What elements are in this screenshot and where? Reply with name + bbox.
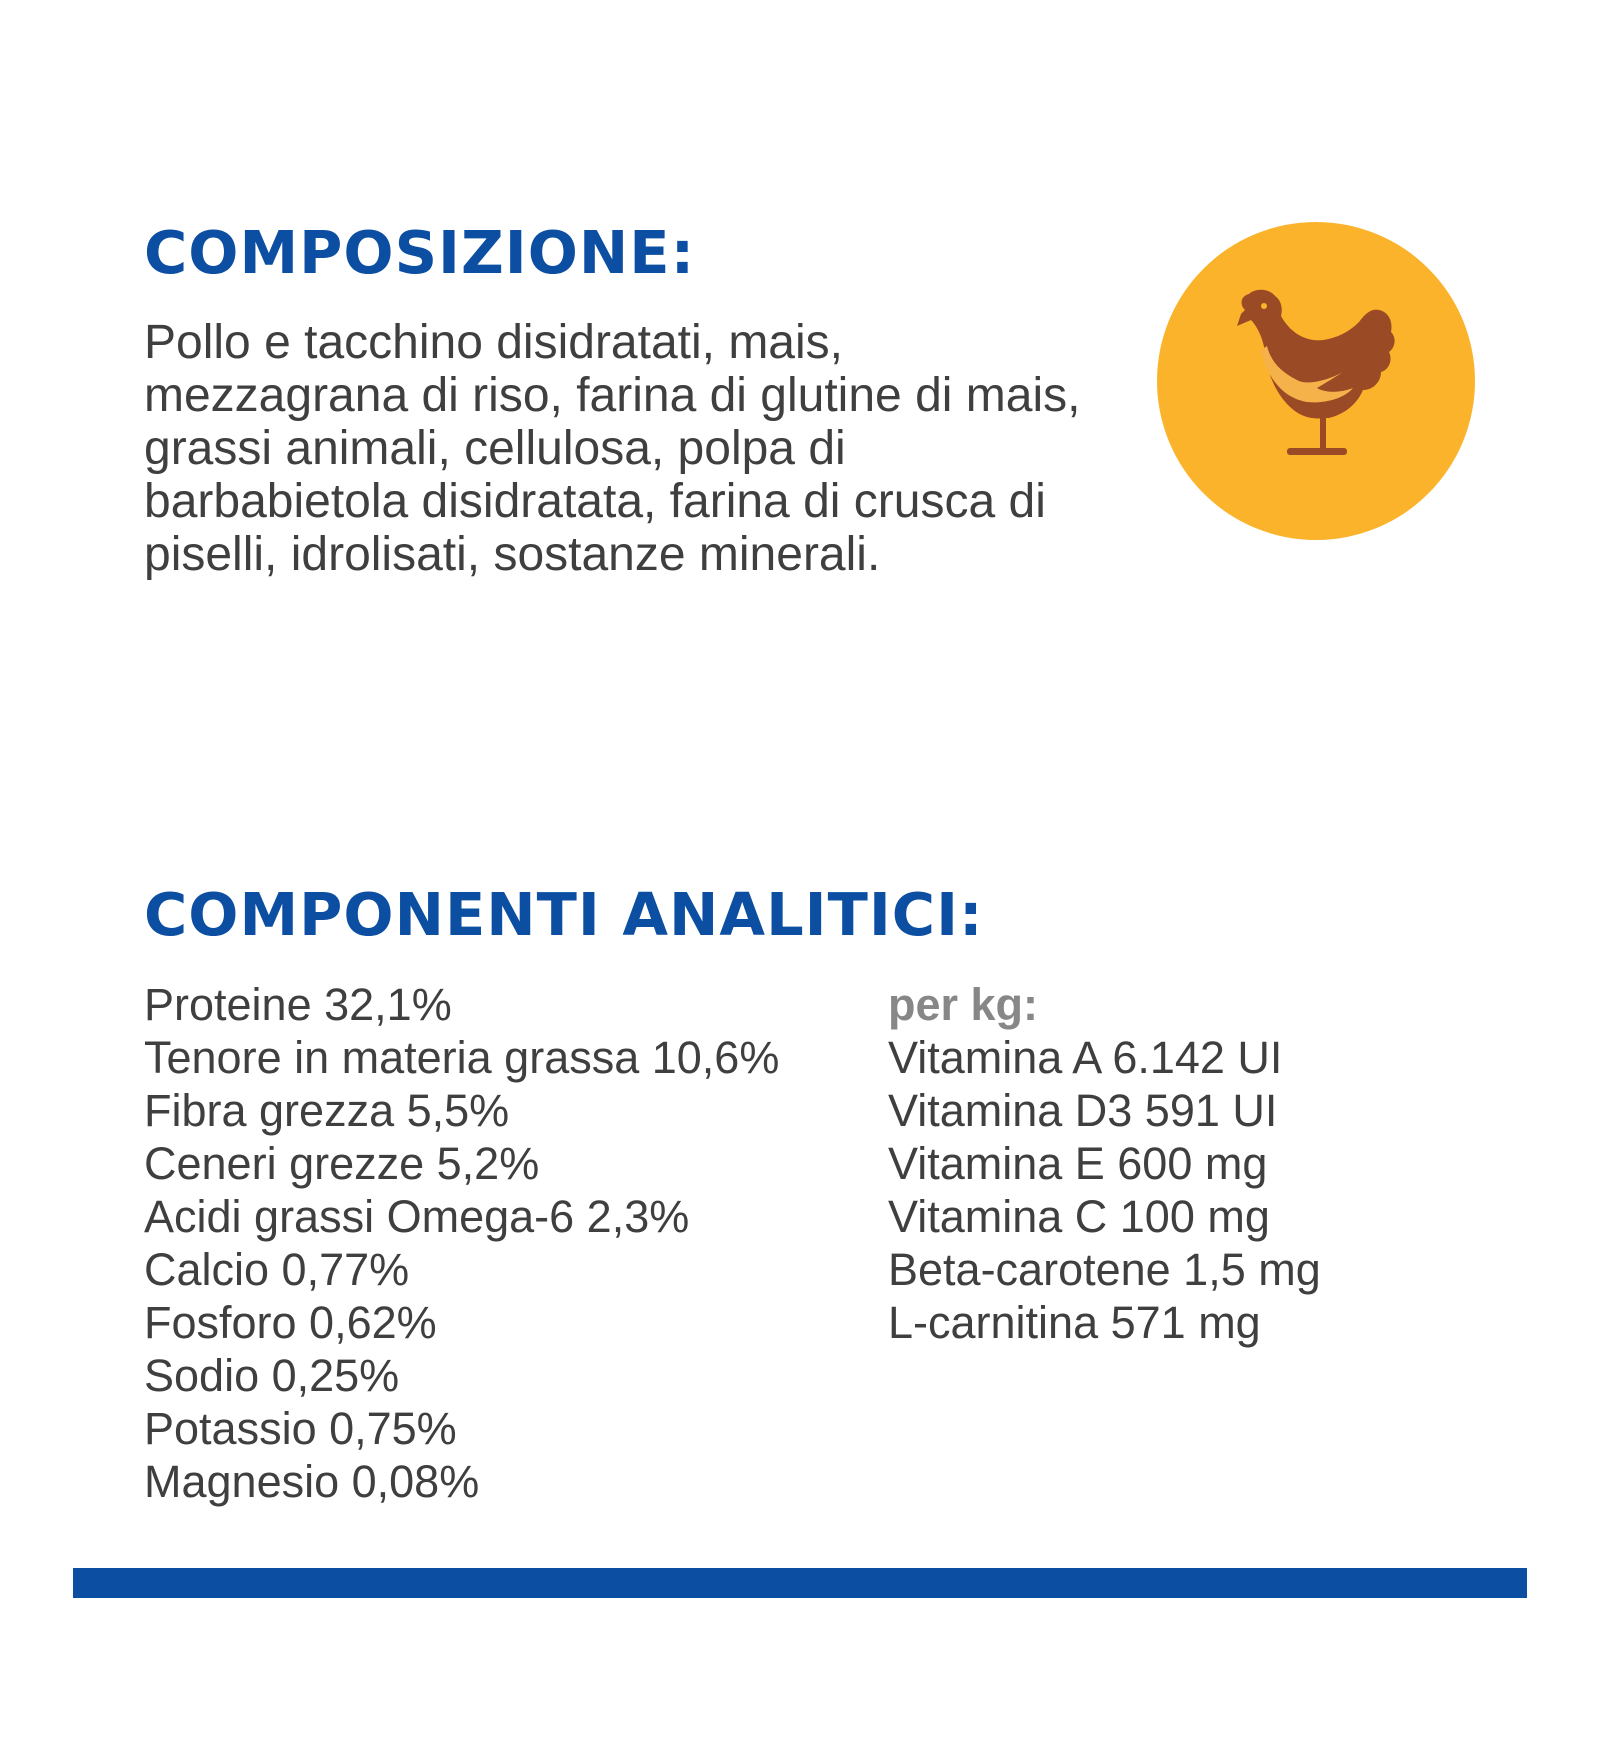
analytics-heading: COMPONENTI ANALITICI: [144,880,984,949]
footer-divider [73,1568,1527,1598]
list-item: Fosforo 0,62% [144,1297,437,1348]
list-item: Vitamina E 600 mg [888,1138,1268,1189]
nutrient-list-right [888,1031,1321,1349]
list-item: Acidi grassi Omega-6 2,3% [144,1191,690,1242]
list-item: L-carnitina 571 mg [888,1297,1261,1348]
list-item: Vitamina A 6.142 UI [888,1032,1283,1083]
chicken-icon [1157,222,1475,540]
composition-heading: COMPOSIZIONE: [144,218,696,287]
per-kg-label: per kg: [888,979,1039,1030]
list-item: Proteine 32,1% [144,979,452,1030]
list-item: Magnesio 0,08% [144,1456,480,1507]
list-item: Vitamina D3 591 UI [888,1085,1278,1136]
list-item: Fibra grezza 5,5% [144,1085,510,1136]
composition-text: Pollo e tacchino disidratati, mais, mezzagrana di riso, farina di glutine di mais, grassi animali, cellulosa, polpa di barbabietola disidratata, farina di crusca di piselli, idrolisati, sostanze minerali. [144,316,1081,581]
list-item: Beta-carotene 1,5 mg [888,1244,1321,1295]
list-item: Potassio 0,75% [144,1403,457,1454]
list-item: Ceneri grezze 5,2% [144,1138,540,1189]
list-item: Vitamina C 100 mg [888,1191,1270,1242]
list-item: Calcio 0,77% [144,1244,410,1295]
list-item: Sodio 0,25% [144,1350,400,1401]
nutrient-list-left [144,978,779,1508]
list-item: Tenore in materia grassa 10,6% [144,1032,780,1083]
